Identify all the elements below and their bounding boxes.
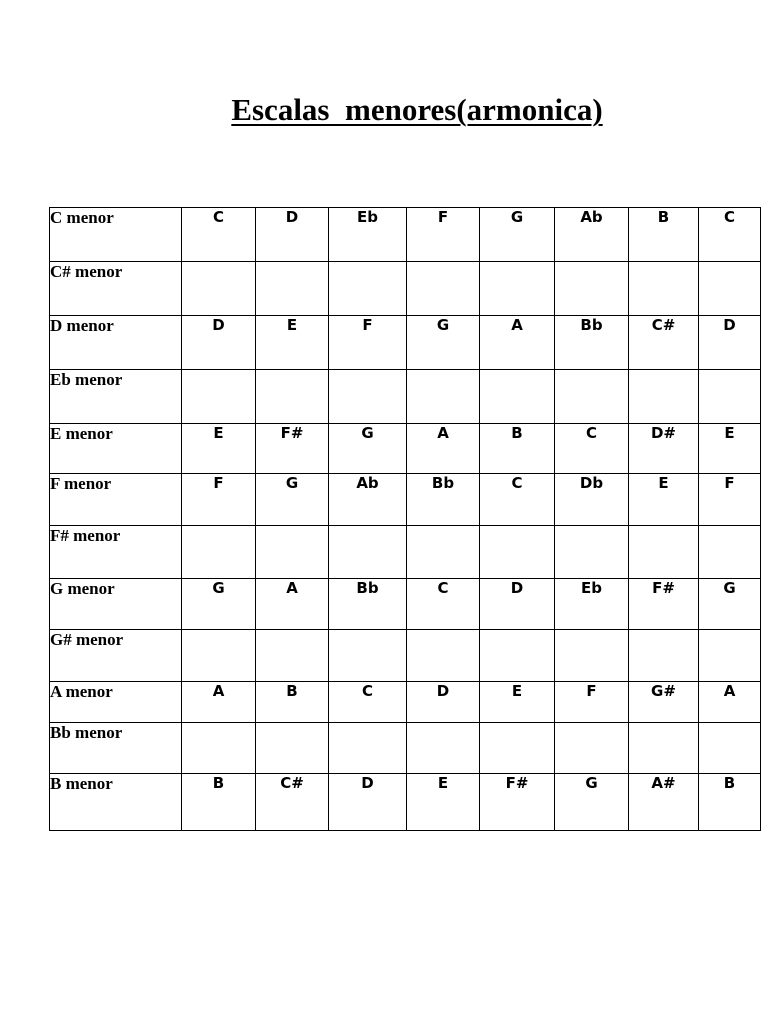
note-cell: G	[256, 474, 329, 526]
note-cell	[629, 723, 699, 774]
note-cell: G	[329, 424, 407, 474]
scale-name-cell: B menor	[50, 774, 182, 831]
note-cell: D	[182, 316, 256, 370]
note-cell: E	[699, 424, 761, 474]
note-cell: E	[480, 682, 555, 723]
note-cell: D	[699, 316, 761, 370]
note-cell: C#	[256, 774, 329, 831]
note-cell	[480, 723, 555, 774]
table-row	[50, 774, 761, 831]
scale-name-cell: F# menor	[50, 526, 182, 579]
note-cell: F	[555, 682, 629, 723]
scale-name-cell: Eb menor	[50, 370, 182, 424]
note-cell	[555, 723, 629, 774]
note-cell: F	[699, 474, 761, 526]
note-cell: A	[480, 316, 555, 370]
note-cell	[699, 526, 761, 579]
note-cell: C	[329, 682, 407, 723]
note-cell: D	[329, 774, 407, 831]
note-cell	[629, 630, 699, 682]
note-cell: C	[555, 424, 629, 474]
scale-name-cell: E menor	[50, 424, 182, 474]
note-cell	[182, 723, 256, 774]
note-cell	[407, 526, 480, 579]
note-cell: B	[480, 424, 555, 474]
note-cell: F#	[480, 774, 555, 831]
note-cell: C#	[629, 316, 699, 370]
note-cell	[329, 723, 407, 774]
page-title: Escalas menores(armonica)	[231, 92, 603, 127]
note-cell	[256, 370, 329, 424]
note-cell: A	[182, 682, 256, 723]
note-cell: A	[256, 579, 329, 630]
note-cell: A	[699, 682, 761, 723]
scale-name-cell: C# menor	[50, 262, 182, 316]
note-cell: Db	[555, 474, 629, 526]
table-row	[50, 682, 761, 723]
table-row	[50, 424, 761, 474]
note-cell	[182, 630, 256, 682]
note-cell	[407, 262, 480, 316]
note-cell: A	[407, 424, 480, 474]
note-cell: C	[182, 208, 256, 262]
note-cell	[555, 630, 629, 682]
note-cell: G#	[629, 682, 699, 723]
note-cell: B	[629, 208, 699, 262]
note-cell: C	[480, 474, 555, 526]
table-row	[50, 316, 761, 370]
note-cell	[480, 630, 555, 682]
note-cell	[329, 262, 407, 316]
note-cell	[629, 526, 699, 579]
note-cell	[555, 526, 629, 579]
note-cell	[256, 723, 329, 774]
note-cell: F#	[629, 579, 699, 630]
note-cell: E	[407, 774, 480, 831]
note-cell: D	[256, 208, 329, 262]
table-row	[50, 526, 761, 579]
scale-name-cell: G# menor	[50, 630, 182, 682]
note-cell: D	[407, 682, 480, 723]
note-cell: Ab	[555, 208, 629, 262]
note-cell: G	[480, 208, 555, 262]
note-cell: G	[699, 579, 761, 630]
note-cell	[329, 630, 407, 682]
scale-name-cell: A menor	[50, 682, 182, 723]
scales-table-body	[50, 208, 761, 831]
note-cell: B	[699, 774, 761, 831]
table-row	[50, 262, 761, 316]
note-cell: D#	[629, 424, 699, 474]
note-cell	[182, 262, 256, 316]
scale-name-cell: F menor	[50, 474, 182, 526]
note-cell	[329, 526, 407, 579]
table-row	[50, 208, 761, 262]
note-cell	[407, 723, 480, 774]
note-cell	[629, 262, 699, 316]
scale-name-cell: C menor	[50, 208, 182, 262]
note-cell: E	[182, 424, 256, 474]
note-cell	[407, 370, 480, 424]
table-row	[50, 579, 761, 630]
note-cell: D	[480, 579, 555, 630]
note-cell: Bb	[329, 579, 407, 630]
scale-name-cell: G menor	[50, 579, 182, 630]
note-cell: G	[182, 579, 256, 630]
note-cell: Eb	[555, 579, 629, 630]
note-cell	[256, 262, 329, 316]
note-cell: B	[182, 774, 256, 831]
note-cell: C	[407, 579, 480, 630]
note-cell	[699, 262, 761, 316]
note-cell: Eb	[329, 208, 407, 262]
note-cell	[699, 370, 761, 424]
note-cell: F#	[256, 424, 329, 474]
note-cell: F	[407, 208, 480, 262]
note-cell: Bb	[407, 474, 480, 526]
table-row	[50, 723, 761, 774]
table-row	[50, 630, 761, 682]
note-cell	[699, 630, 761, 682]
note-cell: C	[699, 208, 761, 262]
note-cell: F	[182, 474, 256, 526]
note-cell	[182, 526, 256, 579]
scales-table	[49, 207, 761, 831]
note-cell: G	[555, 774, 629, 831]
note-cell	[480, 526, 555, 579]
table-row	[50, 370, 761, 424]
scale-name-cell: D menor	[50, 316, 182, 370]
note-cell	[256, 630, 329, 682]
note-cell: B	[256, 682, 329, 723]
note-cell	[407, 630, 480, 682]
scale-name-cell: Bb menor	[50, 723, 182, 774]
note-cell	[480, 262, 555, 316]
note-cell	[555, 262, 629, 316]
note-cell: E	[629, 474, 699, 526]
note-cell: Ab	[329, 474, 407, 526]
note-cell: F	[329, 316, 407, 370]
note-cell: E	[256, 316, 329, 370]
note-cell	[629, 370, 699, 424]
note-cell	[182, 370, 256, 424]
note-cell	[555, 370, 629, 424]
note-cell	[480, 370, 555, 424]
note-cell: Bb	[555, 316, 629, 370]
note-cell: G	[407, 316, 480, 370]
note-cell	[256, 526, 329, 579]
table-row	[50, 474, 761, 526]
note-cell	[699, 723, 761, 774]
note-cell: A#	[629, 774, 699, 831]
note-cell	[329, 370, 407, 424]
